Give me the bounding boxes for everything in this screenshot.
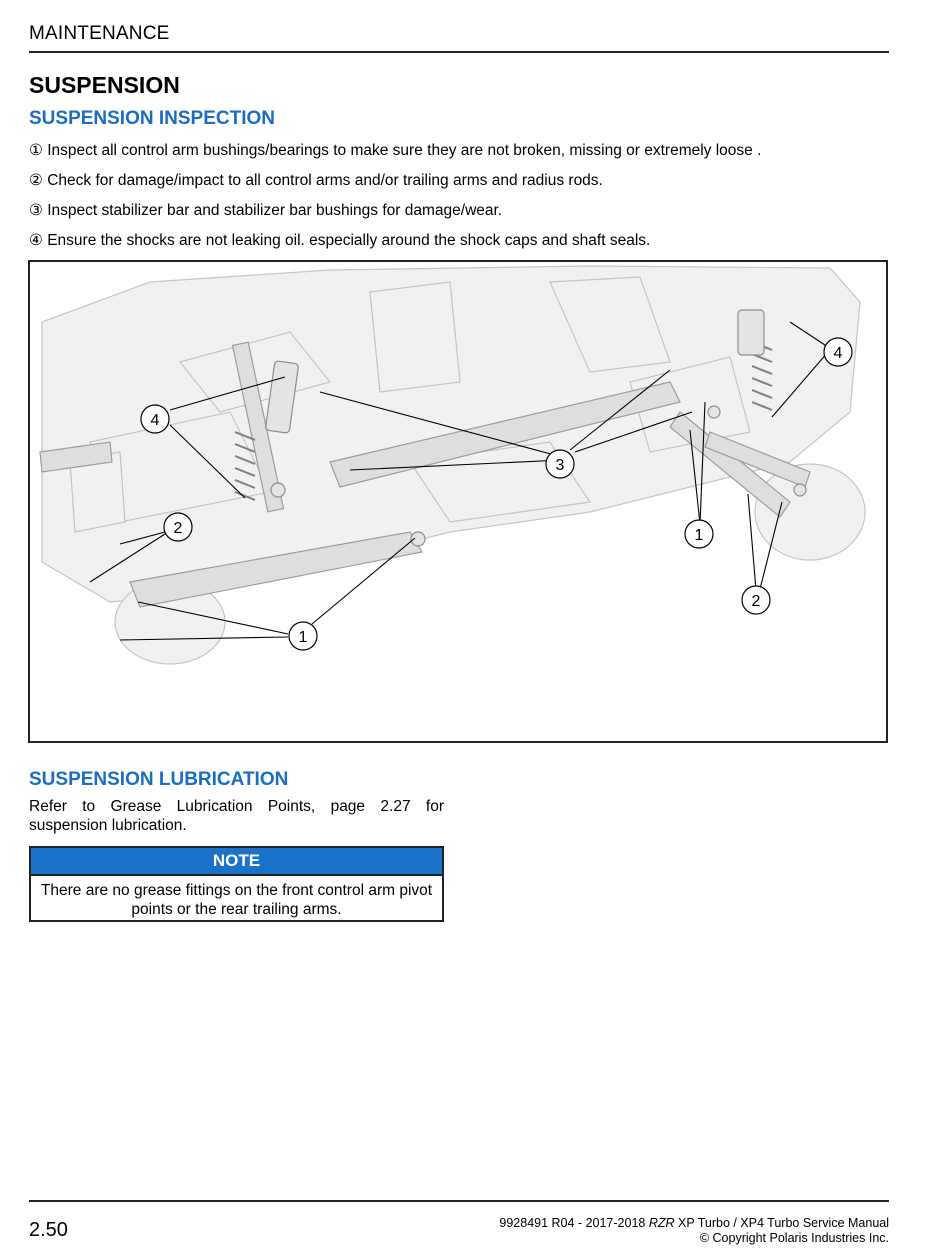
document-model: RZR (648, 1216, 675, 1230)
svg-text:4: 4 (833, 345, 843, 362)
note-text: There are no grease fittings on the front control arm pivot points or the rear trailing arms. (40, 882, 433, 918)
inspection-step-4: ④ Ensure the shocks are not leaking oil. especially around the shock caps and shaft seals. (29, 232, 651, 249)
page-number: 2.50 (29, 1219, 68, 1241)
running-header: MAINTENANCE (29, 23, 170, 44)
svg-text:4: 4 (150, 412, 160, 429)
footer-rule (29, 1200, 889, 1202)
header-rule (29, 51, 889, 53)
suspension-figure (28, 260, 888, 743)
callout-1-front (289, 622, 317, 650)
document-id (499, 1216, 889, 1231)
footer-info (499, 1216, 889, 1246)
inspection-step-1: ① Inspect all control arm bushings/bearings to make sure they are not broken, missing or extremely loose . (29, 142, 762, 159)
svg-text:1: 1 (694, 527, 704, 544)
callout-4-rear (824, 338, 852, 366)
svg-text:2: 2 (751, 593, 761, 610)
lubrication-text: Refer to Grease Lubrication Points, page 2.27 for suspension lubrication. (29, 798, 444, 834)
copyright: © Copyright Polaris Industries Inc. (699, 1231, 889, 1245)
page-title: SUSPENSION (29, 72, 180, 98)
document-prefix: 9928491 R04 - 2017-2018 (499, 1216, 649, 1230)
note-box (29, 846, 444, 922)
callout-2-front (164, 513, 192, 541)
note-label: NOTE (31, 848, 442, 876)
svg-text:3: 3 (555, 457, 565, 474)
suspension-illustration (30, 262, 886, 741)
document-suffix: XP Turbo / XP4 Turbo Service Manual (674, 1216, 889, 1230)
inspection-step-2: ② Check for damage/impact to all control arms and/or trailing arms and radius rods. (29, 172, 603, 189)
callout-3 (546, 450, 574, 478)
callout-2-rear (742, 586, 770, 614)
callout-4-front (141, 405, 169, 433)
inspection-step-3: ③ Inspect stabilizer bar and stabilizer bar bushings for damage/wear. (29, 202, 503, 219)
svg-text:1: 1 (298, 629, 308, 646)
inspection-heading: SUSPENSION INSPECTION (29, 108, 275, 129)
lubrication-heading: SUSPENSION LUBRICATION (29, 769, 289, 790)
callout-1-rear (685, 520, 713, 548)
svg-text:2: 2 (173, 520, 183, 537)
